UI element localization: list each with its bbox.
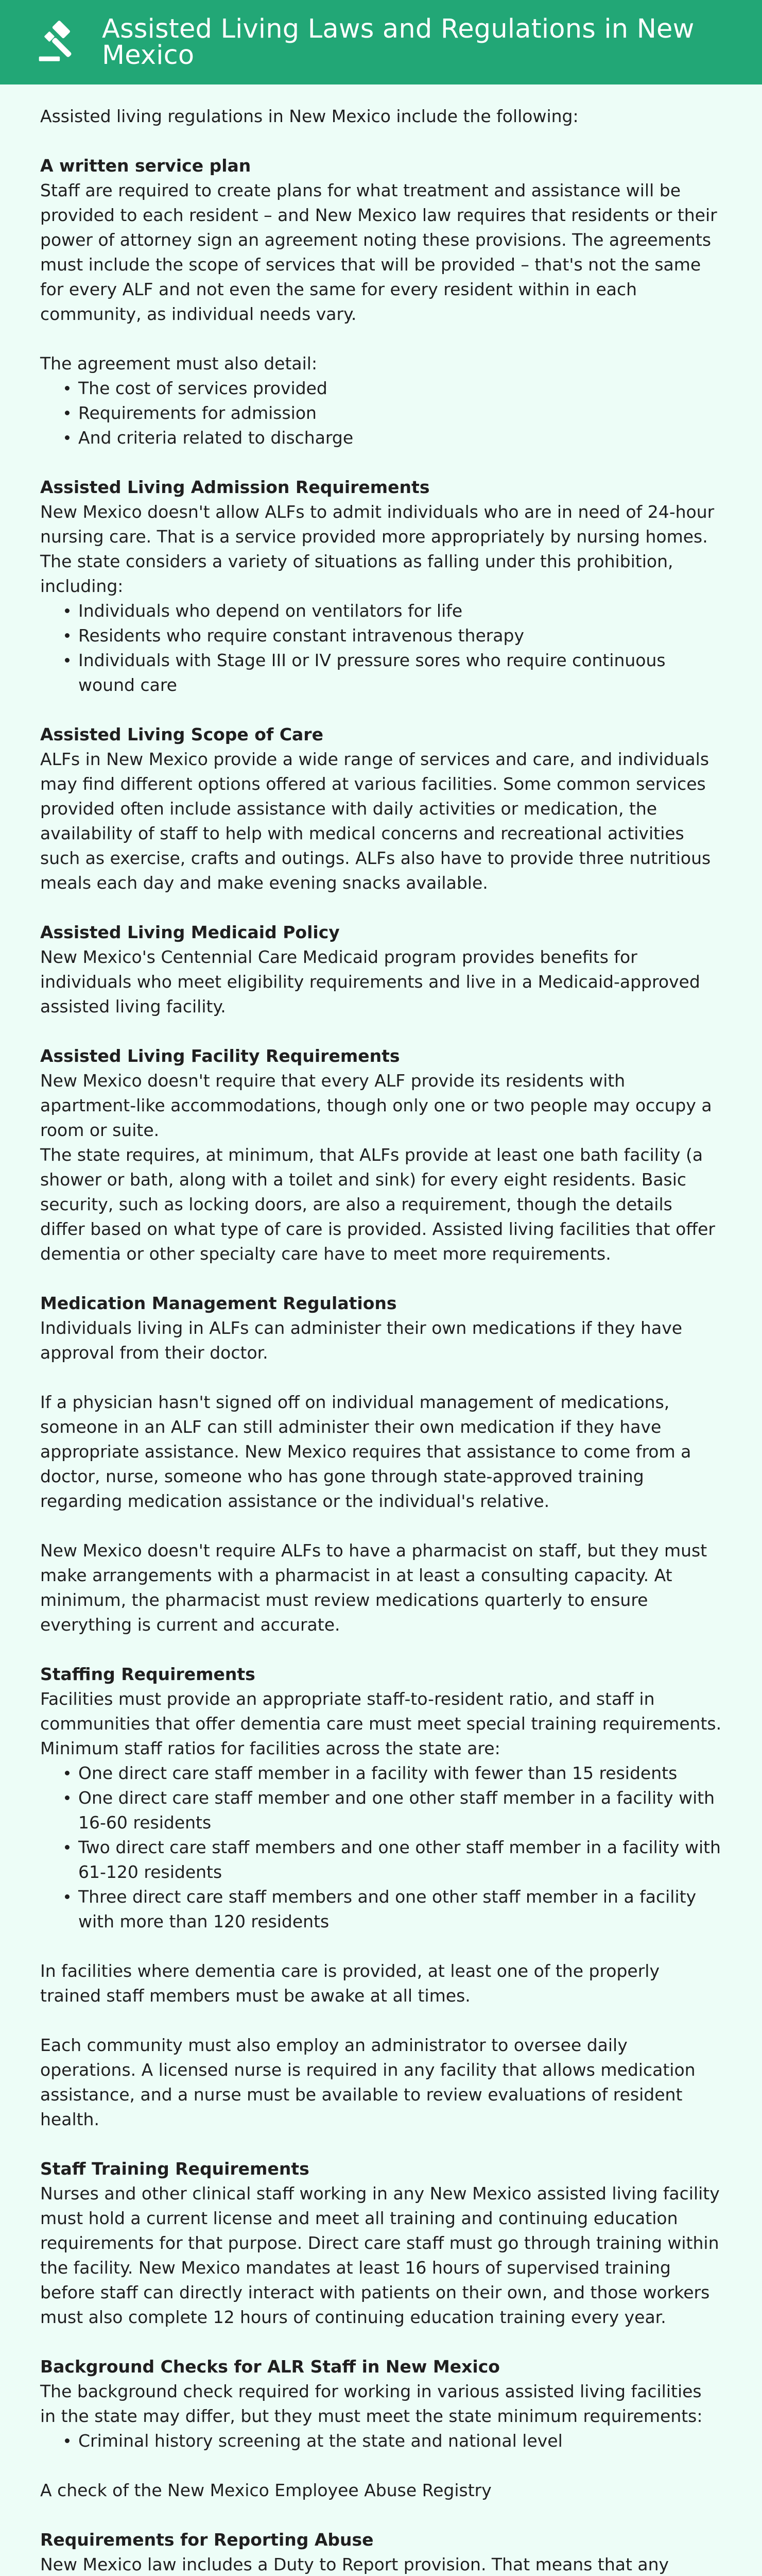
section-heading-medication: Medication Management Regulations — [40, 1293, 397, 1313]
list-item: Three direct care staff members and one other staff member in a facility with more than 120 residents — [68, 1885, 722, 1934]
list-item: Requirements for admission — [68, 401, 722, 426]
section-heading-staffing: Staffing Requirements — [40, 1664, 255, 1684]
list-item: Two direct care staff members and one other staff member in a facility with 61-120 residents — [68, 1835, 722, 1885]
service-plan-list — [40, 376, 722, 450]
medicaid-text: New Mexico's Centennial Care Medicaid program provides benefits for individuals who meet eligibility requirements and live in a Medicaid-approved assisted living facility. — [40, 947, 700, 1016]
background-list — [40, 2429, 722, 2453]
abuse-text-1: New Mexico law includes a Duty to Report provision. That means that any — [40, 2554, 669, 2574]
training-text: Nurses and other clinical staff working in any New Mexico assisted living facility must hold a current license and meet all training and continuing education requirements for that purpose. Direct care staff must go through training within the facility. New Mexico mandates at least 16 hours of supervised training before staff can directly interact with patients on their own, and those workers must also complete 12 hours of continuing education training every year. — [40, 2183, 720, 2327]
list-item: Criminal history screening at the state and national level — [68, 2429, 722, 2453]
facility-text-2: The state requires, at minimum, that ALFs provide at least one bath facility (a shower or bath, along with a toilet and sink) for every eight residents. Basic security, such as locking doors, are also a requirement, though the details differ based on what type of care is provided. Assisted living facilities that offer dementia or other specialty care have to meet more requirements. — [40, 1145, 715, 1264]
background-text: The background check required for working in various assisted living facilities in the state may differ, but they must meet the state minimum requirements: — [40, 2381, 703, 2426]
section-heading-admission: Assisted Living Admission Requirements — [40, 477, 430, 497]
list-item: And criteria related to discharge — [68, 426, 722, 450]
section-heading-facility: Assisted Living Facility Requirements — [40, 1046, 400, 1066]
article-body — [0, 84, 762, 2576]
list-item: One direct care staff member in a facility with fewer than 15 residents — [68, 1761, 722, 1786]
list-item: One direct care staff member and one other staff member in a facility with 16-60 residents — [68, 1786, 722, 1835]
page-header — [0, 0, 762, 84]
section-heading-scope: Assisted Living Scope of Care — [40, 724, 323, 744]
medication-text-3: New Mexico doesn't require ALFs to have a pharmacist on staff, but they must make arrangements with a pharmacist in at least a consulting capacity. At minimum, the pharmacist must review medications quarterly to ensure everything is current and accurate. — [40, 1540, 707, 1635]
medication-text-1: Individuals living in ALFs can administer their own medications if they have approval from their doctor. — [40, 1318, 683, 1363]
list-item: Individuals who depend on ventilators for life — [68, 599, 722, 623]
section-heading-medicaid: Assisted Living Medicaid Policy — [40, 922, 340, 942]
facility-text-1: New Mexico doesn't require that every ALF provide its residents with apartment-like accommodations, though only one or two people may occupy a room or suite. — [40, 1071, 712, 1140]
staffing-list — [40, 1761, 722, 1934]
medication-text-2: If a physician hasn't signed off on individual management of medications, someone in an ALF can still administer their own medication if they have appropriate assistance. New Mexico requires that assistance to come from a doctor, nurse, someone who has gone through state-approved training regarding medication assistance or the individual's relative. — [40, 1392, 691, 1511]
section-heading-background: Background Checks for ALR Staff in New Mexico — [40, 2357, 500, 2377]
section-heading-training: Staff Training Requirements — [40, 2159, 309, 2179]
admission-list — [40, 599, 722, 698]
page-title: Assisted Living Laws and Regulations in New Mexico — [102, 14, 695, 71]
intro-text: Assisted living regulations in New Mexico include the following: — [40, 106, 579, 126]
section-heading-abuse: Requirements for Reporting Abuse — [40, 2530, 374, 2550]
admission-text: New Mexico doesn't allow ALFs to admit individuals who are in need of 24-hour nursing care. That is a service provided more appropriately by nursing homes. The state considers a variety of situations as falling under this prohibition, including: — [40, 502, 715, 596]
section-heading-service-plan: A written service plan — [40, 156, 251, 176]
list-item: Residents who require constant intravenous therapy — [68, 623, 722, 648]
scope-text: ALFs in New Mexico provide a wide range of services and care, and individuals may find different options offered at various facilities. Some common services provided often include assistance with daily activities or medication, the availability of staff to help with medical concerns and recreational activities such as exercise, crafts and outings. ALFs also have to provide three nutritious meals each day and make evening snacks available. — [40, 749, 711, 893]
list-item: The cost of services provided — [68, 376, 722, 401]
gavel-icon — [37, 19, 84, 66]
background-text-2: A check of the New Mexico Employee Abuse Registry — [40, 2480, 492, 2500]
staffing-text-3: Each community must also employ an administrator to oversee daily operations. A licensed nurse is required in any facility that allows medication assistance, and a nurse must be available to review evaluations of resident health. — [40, 2035, 696, 2129]
service-plan-detail-intro: The agreement must also detail: — [40, 353, 318, 374]
staffing-text-2: In facilities where dementia care is provided, at least one of the properly trained staff members must be awake at all times. — [40, 1961, 660, 2006]
staffing-text: Facilities must provide an appropriate staff-to-resident ratio, and staff in communities that offer dementia care must meet special training requirements. Minimum staff ratios for facilities across the state are: — [40, 1689, 722, 1758]
service-plan-text: Staff are required to create plans for what treatment and assistance will be provided to each resident – and New Mexico law requires that residents or their power of attorney sign an agreement noting these provisions. The agreements must include the scope of services that will be provided – that's not the same for every ALF and not even the same for every resident within in each community, as individual needs vary. — [40, 180, 717, 324]
list-item: Individuals with Stage III or IV pressure sores who require continuous wound care — [68, 648, 722, 698]
